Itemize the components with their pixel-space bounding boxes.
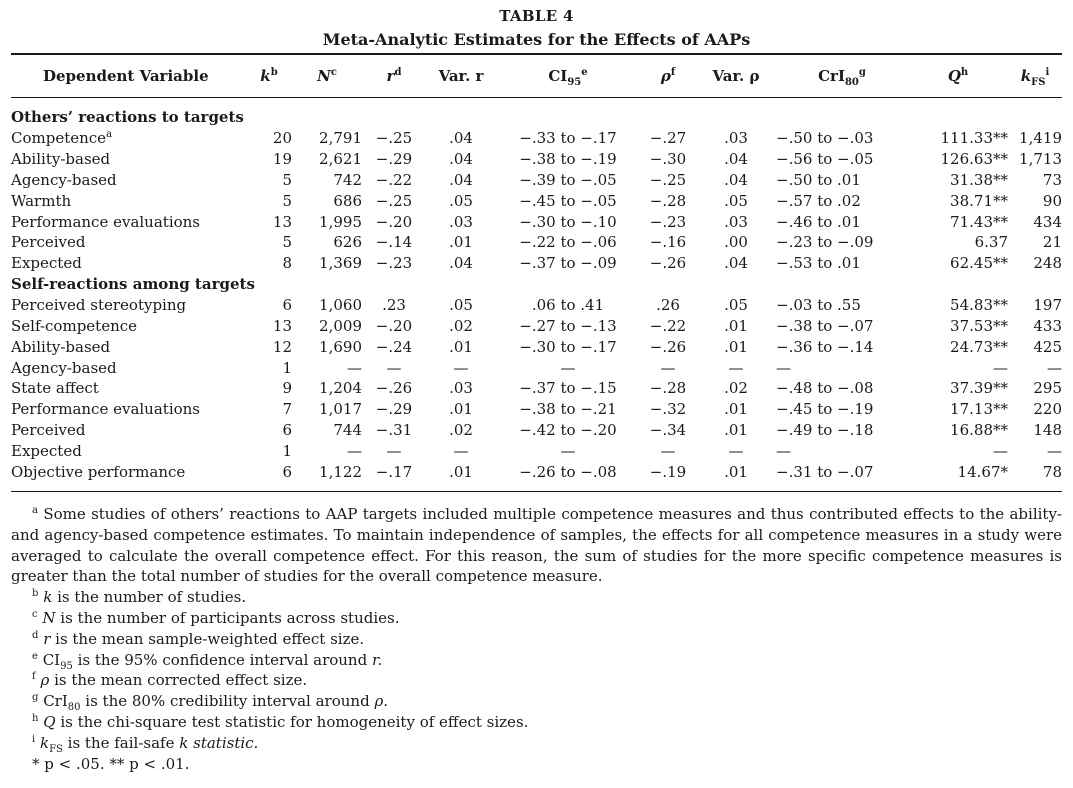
cell-kfs: 1,713	[1019, 150, 1062, 169]
table-row	[11, 420, 1062, 441]
cell-rho: −.32	[649, 400, 687, 419]
header-var-rho: Var. ρ	[712, 66, 760, 85]
cell-var-r: —	[453, 358, 469, 377]
note-b: $^b$ k is the number of studies.	[32, 588, 247, 607]
cell-r	[362, 274, 426, 295]
cell-r: −.25	[375, 191, 413, 210]
cell-kfs: 73	[1042, 170, 1062, 189]
cell-q: 38.71**	[950, 191, 1008, 210]
cell-rho: −.26	[649, 254, 687, 273]
cell-r: −.25	[375, 129, 413, 148]
cell-n: 744	[333, 421, 362, 440]
cell-n: —	[347, 358, 362, 377]
cell-kfs: 1,419	[1019, 129, 1062, 148]
cell-cr: −.50 to .01	[776, 170, 861, 189]
section-heading-row	[11, 107, 1062, 128]
cell-var-rho: —	[728, 358, 744, 377]
row-label: Perceived	[11, 233, 86, 252]
row-label: Performance evaluations	[11, 400, 201, 419]
cell-r: —	[386, 358, 402, 377]
row-label: Expected	[11, 441, 82, 460]
note-d: $^d$ r is the mean sample-weighted effect size.	[32, 629, 365, 648]
cell-rho: −.26	[649, 337, 687, 356]
cell-n: 1,995	[319, 212, 362, 231]
cell-var-rho: .02	[724, 379, 748, 398]
cell-var-rho	[696, 107, 776, 128]
cell-k	[246, 107, 292, 128]
cell-kfs: 248	[1033, 254, 1062, 273]
note-significance: * p < .05. ** p < .01.	[32, 754, 190, 773]
cell-rho: −.30	[649, 150, 687, 169]
cell-q: 126.63**	[940, 150, 1008, 169]
cell-k: 9	[282, 379, 292, 398]
table-row	[11, 211, 1062, 232]
cell-ci: —	[560, 441, 576, 460]
cell-n: 1,690	[319, 337, 362, 356]
table-notes	[11, 504, 1062, 774]
cell-rho: −.27	[649, 129, 687, 148]
cell-r: −.20	[375, 212, 413, 231]
cell-kfs: 295	[1033, 379, 1062, 398]
cell-n	[292, 274, 362, 295]
cell-kfs: 425	[1033, 337, 1062, 356]
cell-n: 742	[333, 170, 362, 189]
cell-n: 626	[333, 233, 362, 252]
cell-q: 37.53**	[950, 316, 1008, 335]
cell-ci: —	[560, 358, 576, 377]
cell-r: −.24	[375, 337, 413, 356]
cell-q: 6.37	[974, 233, 1008, 252]
cell-r: −.29	[375, 400, 413, 419]
cell-q: 37.39**	[950, 379, 1008, 398]
cell-ci: −.30 to −.17	[519, 337, 617, 356]
cell-var-r: .05	[449, 191, 473, 210]
cell-kfs: 21	[1042, 233, 1062, 252]
cell-kfs: 78	[1042, 462, 1062, 481]
cell-ci: −.38 to −.19	[519, 150, 617, 169]
row-label: Others’ reactions to targets	[11, 108, 244, 127]
cell-n: 1,204	[319, 379, 362, 398]
cell-var-r: .04	[449, 254, 473, 273]
cell-cr: —	[776, 358, 791, 377]
cell-k: 12	[272, 337, 292, 356]
row-label: Competence$^a$	[11, 129, 113, 148]
cell-rho	[640, 274, 696, 295]
cell-kfs: 433	[1033, 316, 1062, 335]
cell-var-rho: .04	[724, 150, 748, 169]
cell-cr: −.36 to −.14	[776, 337, 874, 356]
cell-cr: −.45 to −.19	[776, 400, 874, 419]
cell-q: —	[993, 441, 1008, 460]
bottom-rule	[11, 491, 1062, 492]
cell-var-rho: .01	[724, 462, 748, 481]
row-label: Ability-based	[11, 337, 111, 356]
cell-cr: —	[776, 441, 791, 460]
cell-r: −.23	[375, 254, 413, 273]
row-label: Objective performance	[11, 462, 186, 481]
cell-r: −.26	[375, 379, 413, 398]
row-label: Expected	[11, 254, 82, 273]
cell-cr: −.56 to −.05	[776, 150, 874, 169]
cell-r: −.14	[375, 233, 413, 252]
cell-n: —	[347, 441, 362, 460]
note-g: $^g$ CrI$_{80}$ is the 80% credibility interval around ρ.	[32, 692, 389, 714]
cell-cr: −.31 to −.07	[776, 462, 874, 481]
cell-n: 2,621	[319, 150, 362, 169]
cell-q: 54.83**	[950, 296, 1008, 315]
cell-cr: −.57 to .02	[776, 191, 861, 210]
cell-q: 24.73**	[950, 337, 1008, 356]
cell-k: 5	[282, 233, 292, 252]
cell-cr: −.48 to −.08	[776, 379, 874, 398]
cell-k: 13	[272, 212, 292, 231]
cell-r: —	[386, 441, 402, 460]
cell-rho: .26	[656, 296, 680, 315]
row-label: Performance evaluations	[11, 212, 201, 231]
row-label: Perceived	[11, 421, 86, 440]
header-n: $N^c$	[317, 66, 337, 85]
cell-kfs: 197	[1033, 296, 1062, 315]
cell-kfs: —	[1047, 441, 1062, 460]
cell-n: 1,017	[319, 400, 362, 419]
cell-q: 111.33**	[940, 129, 1008, 148]
cell-var-rho: .03	[724, 212, 748, 231]
cell-rho: −.23	[649, 212, 687, 231]
cell-kfs	[1008, 274, 1062, 295]
cell-var-r: .02	[449, 421, 473, 440]
cell-var-r: .01	[449, 337, 473, 356]
cell-k: 6	[282, 296, 292, 315]
cell-q: 31.38**	[950, 170, 1008, 189]
header-kfs: $k_{FS}^i$	[1020, 66, 1050, 88]
table-row	[11, 295, 1062, 316]
cell-cr: −.46 to .01	[776, 212, 861, 231]
row-label: Agency-based	[11, 358, 117, 377]
cell-k: 5	[282, 191, 292, 210]
cell-cr: −.38 to −.07	[776, 316, 874, 335]
cell-r: −.20	[375, 316, 413, 335]
table-row	[11, 357, 1062, 378]
cell-rho	[640, 107, 696, 128]
header-rule	[11, 97, 1062, 98]
cell-rho: −.22	[649, 316, 687, 335]
table-row	[11, 253, 1062, 274]
note-h: $^h$ Q is the chi-square test statistic for homogeneity of effect sizes.	[32, 712, 529, 731]
cell-rho: −.16	[649, 233, 687, 252]
cell-n: 1,060	[319, 296, 362, 315]
cell-ci: −.27 to −.13	[519, 316, 617, 335]
table-label: TABLE 4	[499, 7, 574, 25]
cell-q	[908, 107, 1008, 128]
cell-cr: −.53 to .01	[776, 254, 861, 273]
cell-n: 1,122	[319, 462, 362, 481]
cell-rho: −.25	[649, 170, 687, 189]
header-rho: $\rho^f$	[660, 66, 676, 85]
cell-k: 19	[272, 150, 292, 169]
row-label: Perceived stereotyping	[11, 296, 187, 315]
cell-r: −.29	[375, 150, 413, 169]
cell-var-r	[426, 274, 496, 295]
cell-rho: —	[660, 358, 676, 377]
cell-kfs: —	[1047, 358, 1062, 377]
cell-kfs: 434	[1033, 212, 1062, 231]
cell-ci: −.39 to −.05	[519, 170, 617, 189]
row-label: State affect	[11, 379, 99, 398]
row-label: Ability-based	[11, 150, 111, 169]
cell-q: 71.43**	[950, 212, 1008, 231]
cell-q: 16.88**	[950, 421, 1008, 440]
cell-var-r: .04	[449, 170, 473, 189]
cell-k: 1	[282, 441, 292, 460]
cell-rho: —	[660, 441, 676, 460]
cell-var-rho: —	[728, 441, 744, 460]
cell-kfs: 220	[1033, 400, 1062, 419]
cell-q: —	[993, 358, 1008, 377]
cell-cr	[776, 274, 908, 295]
cell-k: 6	[282, 421, 292, 440]
cell-ci	[496, 274, 640, 295]
cell-rho: −.28	[649, 379, 687, 398]
cell-ci: −.26 to −.08	[519, 462, 617, 481]
cell-kfs: 148	[1033, 421, 1062, 440]
cell-var-rho: .01	[724, 337, 748, 356]
cell-rho: −.28	[649, 191, 687, 210]
cell-kfs	[1008, 107, 1062, 128]
cell-k: 1	[282, 358, 292, 377]
cell-q: 14.67*	[957, 462, 1008, 481]
cell-k: 20	[272, 129, 292, 148]
cell-n: 686	[333, 191, 362, 210]
cell-ci: −.37 to −.09	[519, 254, 617, 273]
note-c: $^c$ N is the number of participants across studies.	[32, 608, 400, 627]
cell-r: −.22	[375, 170, 413, 189]
cell-ci: −.33 to −.17	[519, 129, 617, 148]
cell-var-rho: .05	[724, 296, 748, 315]
table-title: Meta-Analytic Estimates for the Effects of AAPs	[322, 30, 751, 49]
cell-var-r	[426, 107, 496, 128]
cell-var-rho: .01	[724, 400, 748, 419]
cell-r: −.31	[375, 421, 413, 440]
note-f: $^f$ ρ is the mean corrected effect size.	[32, 671, 308, 690]
cell-cr	[776, 107, 908, 128]
note-e: $^e$ $CI_{95}$ is the 95% confidence interval around r.	[32, 650, 383, 672]
table-row	[11, 399, 1062, 420]
section-heading-row	[11, 274, 1062, 295]
cell-rho: −.19	[649, 462, 687, 481]
table-header	[11, 55, 1062, 96]
header-var-r: Var. r	[438, 66, 484, 85]
cell-cr: −.23 to −.09	[776, 233, 874, 252]
cell-var-rho: .05	[724, 191, 748, 210]
cell-var-r: .04	[449, 150, 473, 169]
cell-k: 5	[282, 170, 292, 189]
cell-ci: .06 to .41	[531, 296, 605, 315]
cell-q	[908, 274, 1008, 295]
header-ci95: $CI_{95}^e$	[548, 66, 588, 88]
cell-var-rho: .01	[724, 316, 748, 335]
cell-ci: −.22 to −.06	[519, 233, 617, 252]
table-row	[11, 128, 1062, 149]
table-row	[11, 315, 1062, 336]
cell-rho: −.34	[649, 421, 687, 440]
table-body	[11, 107, 1062, 482]
cell-n: 1,369	[319, 254, 362, 273]
row-label: Self-reactions among targets	[11, 275, 255, 294]
row-label: Agency-based	[11, 170, 117, 189]
cell-var-r: .01	[449, 233, 473, 252]
cell-var-rho: .03	[724, 129, 748, 148]
cell-cr: −.03 to .55	[776, 296, 861, 315]
cell-ci: −.42 to −.20	[519, 421, 617, 440]
cell-ci	[496, 107, 640, 128]
cell-var-rho: .01	[724, 421, 748, 440]
header-r: $r^d$	[386, 66, 402, 85]
cell-var-r: .01	[449, 462, 473, 481]
cell-n: 2,009	[319, 316, 362, 335]
table-row	[11, 461, 1062, 482]
cell-q: 17.13**	[950, 400, 1008, 419]
cell-r: .23	[382, 296, 406, 315]
cell-k: 8	[282, 254, 292, 273]
header-q: $Q^h$	[947, 66, 969, 85]
cell-cr: −.50 to −.03	[776, 129, 874, 148]
cell-k: 7	[282, 400, 292, 419]
cell-var-r: .03	[449, 379, 473, 398]
table-row	[11, 441, 1062, 462]
cell-var-r: .01	[449, 400, 473, 419]
cell-var-r: .02	[449, 316, 473, 335]
table-row	[11, 232, 1062, 253]
cell-k: 6	[282, 462, 292, 481]
row-label: Self-competence	[11, 316, 138, 335]
cell-n: 2,791	[319, 129, 362, 148]
cell-ci: −.37 to −.15	[519, 379, 617, 398]
cell-r: −.17	[375, 462, 413, 481]
cell-cr: −.49 to −.18	[776, 421, 874, 440]
cell-ci: −.38 to −.21	[519, 400, 617, 419]
header-dependent-variable: Dependent Variable	[43, 66, 209, 85]
cell-var-rho: .00	[724, 233, 748, 252]
cell-var-rho: .04	[724, 254, 748, 273]
table-row	[11, 336, 1062, 357]
table-row	[11, 190, 1062, 211]
cell-var-r: .05	[449, 296, 473, 315]
cell-var-r: —	[453, 441, 469, 460]
table-row	[11, 378, 1062, 399]
row-label: Warmth	[11, 191, 72, 210]
cell-r	[362, 107, 426, 128]
cell-var-rho: .04	[724, 170, 748, 189]
header-cri80: CrI$_{80}^g$	[818, 66, 866, 88]
cell-k: 13	[272, 316, 292, 335]
header-k: $k^b$	[260, 66, 278, 85]
cell-var-rho	[696, 274, 776, 295]
table-row	[11, 149, 1062, 170]
cell-ci: −.45 to −.05	[519, 191, 617, 210]
cell-q: 62.45**	[950, 254, 1008, 273]
cell-kfs: 90	[1042, 191, 1062, 210]
table-row	[11, 170, 1062, 191]
cell-var-r: .03	[449, 212, 473, 231]
cell-n	[292, 107, 362, 128]
cell-var-r: .04	[449, 129, 473, 148]
note-a: $^a$ Some studies of others’ reactions to AAP targets included multiple competence measures and thus contributed effects to the ability- and agency-based competence estimates. To maintain independence of samples, the effects for all competence measures in a study were averaged to calculate the overall competence effect. For this reason, the sum of studies for the more specific competence measures is greater than the total number of studies for the overall competence measure.	[11, 505, 1062, 586]
cell-ci: −.30 to −.10	[519, 212, 617, 231]
note-i: $^i$ $k_{FS}$ is the fail-safe k statistic.	[32, 733, 259, 755]
